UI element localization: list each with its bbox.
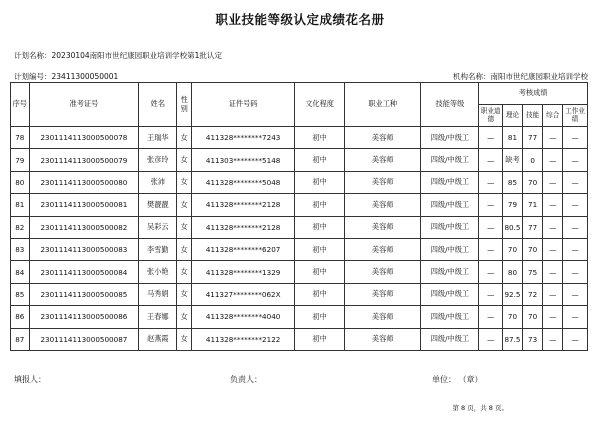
cell-seq: 81 bbox=[11, 194, 30, 216]
cell-theory: 85 bbox=[503, 171, 523, 193]
cell-id-no: 411328********1329 bbox=[191, 261, 294, 283]
cell-id-no: 411328********6207 bbox=[191, 238, 294, 260]
plan-number: 计划编号：23411300050001 bbox=[14, 72, 119, 81]
cell-education: 初中 bbox=[295, 283, 345, 305]
plan-name: 计划名称：20230104南阳市世纪康园职业培训学校第1批认定 bbox=[14, 51, 222, 60]
header-name: 姓名 bbox=[139, 83, 177, 127]
cell-comprehensive: — bbox=[543, 216, 563, 238]
table-row bbox=[11, 171, 588, 193]
cell-seq: 82 bbox=[11, 216, 30, 238]
filler-label: 填报人： bbox=[14, 375, 46, 384]
cell-seq: 80 bbox=[11, 171, 30, 193]
cell-level: 四级/中级工 bbox=[421, 283, 479, 305]
cell-comprehensive: — bbox=[543, 306, 563, 328]
cell-job: 美容师 bbox=[344, 238, 421, 260]
cell-name: 李雪勤 bbox=[139, 238, 177, 260]
header-job: 职业工种 bbox=[344, 83, 421, 127]
cell-work: — bbox=[563, 261, 588, 283]
cell-theory: 70 bbox=[503, 238, 523, 260]
cell-skill: 73 bbox=[522, 328, 543, 350]
cell-id-no: 411328********2128 bbox=[191, 216, 294, 238]
cell-job: 美容师 bbox=[344, 127, 421, 149]
cell-level: 四级/中级工 bbox=[421, 328, 479, 350]
header-assessment: 考核成绩 bbox=[479, 83, 588, 105]
responsible-person-label: 负责人： bbox=[230, 375, 262, 384]
cell-exam-no: 2301114113000500082 bbox=[29, 216, 139, 238]
cell-work: — bbox=[563, 171, 588, 193]
header-level: 技能等级 bbox=[421, 83, 479, 127]
header-skill: 技能 bbox=[522, 105, 543, 127]
cell-exam-no: 2301114113000500080 bbox=[29, 171, 139, 193]
cell-exam-no: 2301114113000500079 bbox=[29, 149, 139, 171]
table-row bbox=[11, 149, 588, 171]
cell-id-no: 411328********2128 bbox=[191, 194, 294, 216]
header-exam-no: 准考证号 bbox=[29, 83, 139, 127]
cell-education: 初中 bbox=[295, 306, 345, 328]
cell-skill: 72 bbox=[522, 283, 543, 305]
cell-ethics: — bbox=[479, 283, 503, 305]
cell-level: 四级/中级工 bbox=[421, 171, 479, 193]
cell-education: 初中 bbox=[295, 328, 345, 350]
cell-gender: 女 bbox=[177, 328, 191, 350]
cell-theory: 缺考 bbox=[503, 149, 523, 171]
table-row bbox=[11, 328, 588, 350]
cell-name: 张彦玲 bbox=[139, 149, 177, 171]
table-row bbox=[11, 261, 588, 283]
cell-skill: 77 bbox=[522, 216, 543, 238]
cell-seq: 86 bbox=[11, 306, 30, 328]
cell-name: 吴彩云 bbox=[139, 216, 177, 238]
cell-work: — bbox=[563, 328, 588, 350]
table-row bbox=[11, 127, 588, 149]
cell-ethics: — bbox=[479, 306, 503, 328]
cell-gender: 女 bbox=[177, 194, 191, 216]
cell-name: 赵燕霞 bbox=[139, 328, 177, 350]
cell-skill: 70 bbox=[522, 238, 543, 260]
cell-seq: 78 bbox=[11, 127, 30, 149]
cell-ethics: — bbox=[479, 261, 503, 283]
header-ethics: 职业道德 bbox=[479, 105, 503, 127]
header-education: 文化程度 bbox=[295, 83, 345, 127]
cell-exam-no: 2301114113000500083 bbox=[29, 238, 139, 260]
cell-education: 初中 bbox=[295, 261, 345, 283]
cell-work: — bbox=[563, 306, 588, 328]
cell-level: 四级/中级工 bbox=[421, 127, 479, 149]
cell-name: 张沛 bbox=[139, 171, 177, 193]
cell-job: 美容师 bbox=[344, 328, 421, 350]
cell-work: — bbox=[563, 194, 588, 216]
cell-level: 四级/中级工 bbox=[421, 149, 479, 171]
cell-theory: 80.5 bbox=[503, 216, 523, 238]
cell-job: 美容师 bbox=[344, 283, 421, 305]
cell-theory: 80 bbox=[503, 261, 523, 283]
cell-name: 张小艳 bbox=[139, 261, 177, 283]
cell-education: 初中 bbox=[295, 171, 345, 193]
cell-education: 初中 bbox=[295, 149, 345, 171]
cell-name: 樊靓靓 bbox=[139, 194, 177, 216]
cell-job: 美容师 bbox=[344, 216, 421, 238]
cell-job: 美容师 bbox=[344, 171, 421, 193]
cell-ethics: — bbox=[479, 216, 503, 238]
cell-id-no: 411303********5148 bbox=[191, 149, 294, 171]
cell-id-no: 411327********062X bbox=[191, 283, 294, 305]
cell-work: — bbox=[563, 127, 588, 149]
cell-exam-no: 2301114113000500081 bbox=[29, 194, 139, 216]
cell-work: — bbox=[563, 149, 588, 171]
cell-comprehensive: — bbox=[543, 328, 563, 350]
cell-exam-no: 2301114113000500087 bbox=[29, 328, 139, 350]
cell-job: 美容师 bbox=[344, 149, 421, 171]
cell-skill: 71 bbox=[522, 194, 543, 216]
table-row bbox=[11, 238, 588, 260]
cell-job: 美容师 bbox=[344, 194, 421, 216]
cell-gender: 女 bbox=[177, 261, 191, 283]
cell-ethics: — bbox=[479, 238, 503, 260]
cell-level: 四级/中级工 bbox=[421, 216, 479, 238]
page-number: 第 8 页，共 8 页。 bbox=[452, 404, 508, 412]
cell-id-no: 411328********4040 bbox=[191, 306, 294, 328]
cell-id-no: 411328********2122 bbox=[191, 328, 294, 350]
unit-seal-label: 单位： （章） bbox=[432, 375, 483, 384]
cell-gender: 女 bbox=[177, 306, 191, 328]
cell-gender: 女 bbox=[177, 216, 191, 238]
cell-gender: 女 bbox=[177, 127, 191, 149]
header-comprehensive: 综合 bbox=[543, 105, 563, 127]
cell-work: — bbox=[563, 238, 588, 260]
cell-gender: 女 bbox=[177, 171, 191, 193]
cell-level: 四级/中级工 bbox=[421, 306, 479, 328]
cell-level: 四级/中级工 bbox=[421, 194, 479, 216]
organization-name: 机构名称：南阳市世纪康园职业培训学校 bbox=[453, 72, 588, 81]
table-header-row bbox=[11, 83, 588, 105]
table-row bbox=[11, 194, 588, 216]
header-seq: 序号 bbox=[11, 83, 30, 127]
page-title: 职业技能等级认定成绩花名册 bbox=[215, 12, 385, 27]
cell-gender: 女 bbox=[177, 149, 191, 171]
cell-comprehensive: — bbox=[543, 149, 563, 171]
cell-seq: 85 bbox=[11, 283, 30, 305]
cell-gender: 女 bbox=[177, 283, 191, 305]
cell-seq: 79 bbox=[11, 149, 30, 171]
cell-work: — bbox=[563, 216, 588, 238]
cell-skill: 70 bbox=[522, 171, 543, 193]
cell-exam-no: 2301114113000500085 bbox=[29, 283, 139, 305]
cell-name: 王瑞华 bbox=[139, 127, 177, 149]
cell-gender: 女 bbox=[177, 238, 191, 260]
cell-level: 四级/中级工 bbox=[421, 238, 479, 260]
cell-education: 初中 bbox=[295, 216, 345, 238]
header-theory: 理论 bbox=[503, 105, 523, 127]
table-row bbox=[11, 283, 588, 305]
cell-comprehensive: — bbox=[543, 171, 563, 193]
cell-job: 美容师 bbox=[344, 261, 421, 283]
cell-seq: 83 bbox=[11, 238, 30, 260]
cell-seq: 87 bbox=[11, 328, 30, 350]
cell-ethics: — bbox=[479, 127, 503, 149]
cell-work: — bbox=[563, 283, 588, 305]
cell-job: 美容师 bbox=[344, 306, 421, 328]
cell-skill: 70 bbox=[522, 306, 543, 328]
cell-id-no: 411328********5048 bbox=[191, 171, 294, 193]
cell-comprehensive: — bbox=[543, 283, 563, 305]
cell-ethics: — bbox=[479, 149, 503, 171]
cell-theory: 92.5 bbox=[503, 283, 523, 305]
cell-education: 初中 bbox=[295, 194, 345, 216]
cell-education: 初中 bbox=[295, 127, 345, 149]
cell-ethics: — bbox=[479, 328, 503, 350]
cell-exam-no: 2301114113000500086 bbox=[29, 306, 139, 328]
cell-skill: 77 bbox=[522, 127, 543, 149]
cell-theory: 87.5 bbox=[503, 328, 523, 350]
cell-name: 王春娜 bbox=[139, 306, 177, 328]
cell-id-no: 411328********7243 bbox=[191, 127, 294, 149]
cell-ethics: — bbox=[479, 194, 503, 216]
cell-theory: 81 bbox=[503, 127, 523, 149]
cell-skill: 0 bbox=[522, 149, 543, 171]
header-id-no: 证件号码 bbox=[191, 83, 294, 127]
score-roster-table bbox=[10, 82, 588, 351]
header-work-performance: 工作业绩 bbox=[563, 105, 588, 127]
cell-skill: 75 bbox=[522, 261, 543, 283]
cell-seq: 84 bbox=[11, 261, 30, 283]
cell-exam-no: 2301114113000500084 bbox=[29, 261, 139, 283]
table-row bbox=[11, 306, 588, 328]
header-gender: 性别 bbox=[177, 83, 191, 127]
cell-theory: 79 bbox=[503, 194, 523, 216]
cell-education: 初中 bbox=[295, 238, 345, 260]
cell-comprehensive: — bbox=[543, 238, 563, 260]
cell-exam-no: 2301114113000500078 bbox=[29, 127, 139, 149]
cell-name: 马秀娟 bbox=[139, 283, 177, 305]
cell-comprehensive: — bbox=[543, 127, 563, 149]
cell-comprehensive: — bbox=[543, 194, 563, 216]
cell-theory: 70 bbox=[503, 306, 523, 328]
table-row bbox=[11, 216, 588, 238]
cell-level: 四级/中级工 bbox=[421, 261, 479, 283]
cell-comprehensive: — bbox=[543, 261, 563, 283]
cell-ethics: — bbox=[479, 171, 503, 193]
